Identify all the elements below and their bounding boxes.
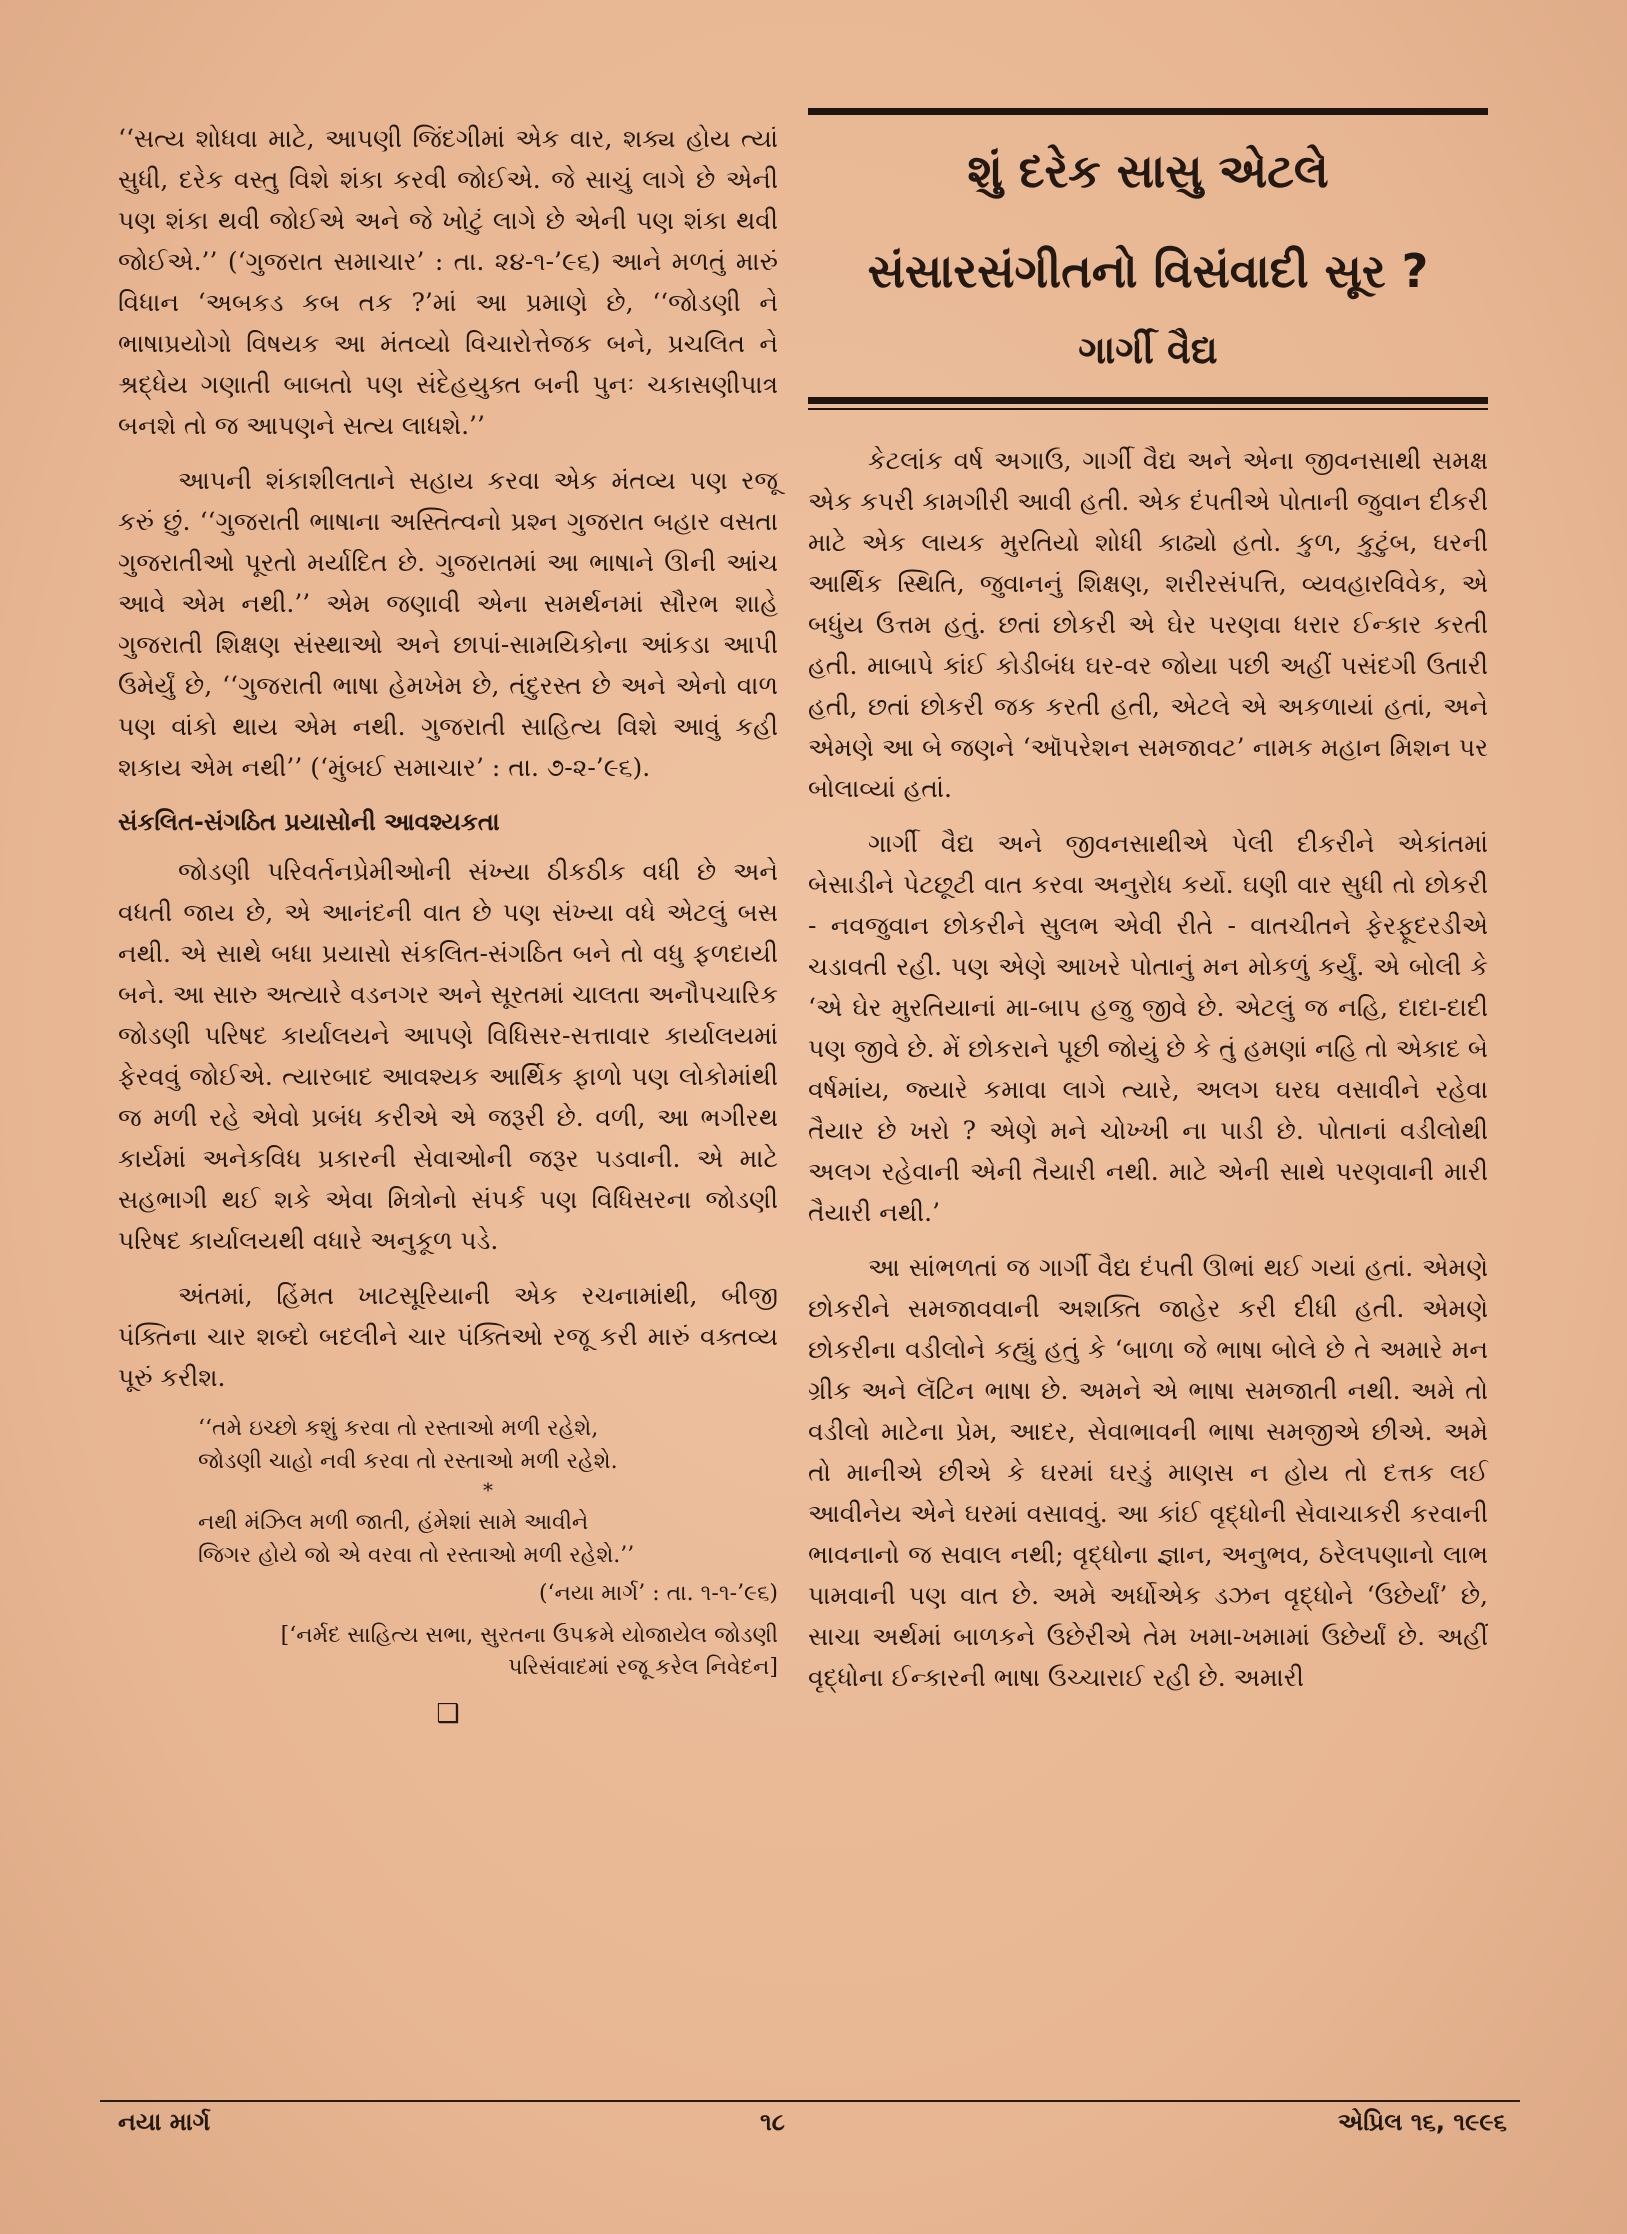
poem-line: ‘‘તમે ઇચ્છો કશું કરવા તો રસ્તાઓ મળી રહેશે, <box>198 1416 599 1441</box>
title-top-rule <box>808 108 1488 115</box>
title-bottom-rule <box>808 397 1488 410</box>
footer-page-number: ૧૮ <box>760 2108 785 2136</box>
left-column <box>118 118 778 1735</box>
article-title-line-1: શું દરેક સાસુ એટલે <box>967 144 1329 198</box>
poem-line: જોડણી ચાહો નવી કરવા તો રસ્તાઓ મળી રહેશે. <box>198 1449 618 1474</box>
right-column <box>808 108 1488 1712</box>
paragraph-conversation: ગાર્ગી વૈદ્ય અને જીવનસાથીએ પેલી દીકરીને એકાંતમાં બેસાડીને પેટછૂટી વાત કરવા અનુરોધ કર્યો. ઘણી વાર સુધી તો છોકરી - નવજુવાન છોકરીને સુલભ એવી રીતે - વાતચીતને ફેરફૂદરડીએ ચડાવતી રહી. પણ એણે આખરે પોતાનું મન મોકળું કર્યું. એ બોલી કે ‘એ ઘેર મુરતિયાનાં મા-બાપ હજુ જીવે છે. એટલું જ નહિ, દાદા-દાદી પણ જીવે છે. મેં છોકરાને પૂછી જોયું છે કે તું હમણાં નહિ તો એકાદ બે વર્ષમાંય, જ્યારે કમાવા લાગે ત્યારે, અલગ ઘરઘ વસાવીને રહેવા તૈયાર છે ખરો ? એણે મને ચોખ્ખી ના પાડી છે. પોતાનાં વડીલોથી અલગ રહેવાની એની તૈયારી નથી. માટે એની સાથે પરણવાની મારી તૈયારી નથી.’ <box>808 829 1488 1227</box>
citation: (‘નયા માર્ગ’ : તા. ૧-૧-’૯૬) <box>538 1581 778 1606</box>
paragraph-coordinated-efforts: જોડણી પરિવર્તનપ્રેમીઓની સંખ્યા ઠીકઠીક વધી છે અને વધતી જાય છે, એ આનંદની વાત છે પણ સંખ્યા વધે એટલું બસ નથી. એ સાથે બધા પ્રયાસો સંકલિત-સંગઠિત બને તો વધુ ફળદાયી બને. આ સારુ અત્યારે વડનગર અને સૂરતમાં ચાલતા અનૌપચારિક જોડણી પરિષદ કાર્યાલયને આપણે વિધિસર-સત્તાવાર કાર્યાલયમાં ફેરવવું જોઈએ. ત્યારબાદ આવશ્યક આર્થિક ફાળો પણ લોકોમાંથી જ મળી રહે એવો પ્રબંધ કરીએ એ જરૂરી છે. વળી, આ ભગીરથ કાર્યમાં અનેકવિધ પ્રકારની સેવાઓની જરૂર પડવાની. એ માટે સહભાગી થઈ શકે એવા મિત્રોનો સંપર્ક પણ વિધિસરના જોડણી પરિષદ કાર્યાલયથી વધારે અનુકૂળ પડે. <box>118 857 778 1255</box>
footer-magazine-name: નયા માર્ગ <box>118 2108 211 2136</box>
end-mark-icon: ❑ <box>436 1699 460 1729</box>
paragraph-closing: અંતમાં, હિંમત ખાટસૂરિયાની એક રચનામાંથી, બીજી પંક્તિના ચાર શબ્દો બદલીને ચાર પંક્તિઓ રજૂ કરી મારું વક્તવ્ય પૂરું કરીશ. <box>118 1281 778 1392</box>
article-author: ગાર્ગી વૈદ્ય <box>1078 328 1218 372</box>
paragraph-story-intro: કેટલાંક વર્ષ અગાઉ, ગાર્ગી વૈદ્ય અને એના જીવનસાથી સમક્ષ એક કપરી કામગીરી આવી હતી. એક દંપતીએ પોતાની જુવાન દીકરી માટે એક લાયક મુરતિયો શોધી કાઢ્યો હતો. કુળ, કુટુંબ, ઘરની આર્થિક સ્થિતિ, જુવાનનું શિક્ષણ, શરીરસંપત્તિ, વ્યવહારવિવેક, એ બધુંય ઉત્તમ હતું. છતાં છોકરી એ ઘેર પરણવા ધરાર ઈન્કાર કરતી હતી. માબાપે કાંઈ કોડીબંધ ઘર-વર જોયા પછી અહીં પસંદગી ઉતારી હતી, છતાં છોકરી જક કરતી હતી, એટલે એ અકળાયાં હતાં, અને એમણે આ બે જણને ‘ઑપરેશન સમજાવટ’ નામક મહાન મિશન પર બોલાવ્યાં હતાં. <box>808 446 1488 803</box>
poem-line: જિગર હોયે જો એ વરવા તો રસ્તાઓ મળી રહેશે.’’ <box>198 1543 635 1568</box>
source-note-line: પરિસંવાદમાં રજૂ કરેલ નિવેદન] <box>508 1655 778 1680</box>
paragraph-skepticism: આપની શંકાશીલતાને સહાય કરવા એક મંતવ્ય પણ રજૂ કરું છું. ‘‘ગુજરાતી ભાષાના અસ્તિત્વનો પ્રશ્ન ગુજરાત બહાર વસતા ગુજરાતીઓ પૂરતો મર્યાદિત છે. ગુજરાતમાં આ ભાષાને ઊની આંચ આવે એમ નથી.’’ એમ જણાવી એના સમર્થનમાં સૌરભ શાહે ગુજરાતી શિક્ષણ સંસ્થાઓ અને છાપાં-સામયિકોના આંકડા આપી ઉમેર્યું છે, ‘‘ગુજરાતી ભાષા હેમખેમ છે, તંદુરસ્ત છે અને એનો વાળ પણ વાંકો થાય એમ નથી. ગુજરાતી સાહિત્ય વિશે આવું કહી શકાય એમ નથી’’ (‘મુંબઈ સમાચાર’ : તા. ૭-૨-’૯૬). <box>118 466 778 782</box>
article-title-line-2: સંસારસંગીતનો વિસંવાદી સૂર ? <box>867 244 1429 298</box>
paragraph-response: આ સાંભળતાં જ ગાર્ગી વૈદ્ય દંપતી ઊભાં થઈ ગયાં હતાં. એમણે છોકરીને સમજાવવાની અશક્તિ જાહેર કરી દીધી હતી. એમણે છોકરીના વડીલોને કહ્યું હતું કે ‘બાળા જે ભાષા બોલે છે તે અમારે મન ગ્રીક અને લૅટિન ભાષા છે. અમને એ ભાષા સમજાતી નથી. અમે તો વડીલો માટેના પ્રેમ, આદર, સેવાભાવની ભાષા સમજીએ છીએ. અમે તો માનીએ છીએ કે ઘરમાં ઘરડું માણસ ન હોય તો દત્તક લઈ આવીનેય એને ઘરમાં વસાવવું. આ કાંઈ વૃદ્ધોની સેવાચાકરી કરવાની ભાવનાનો જ સવાલ નથી; વૃદ્ધોના જ્ઞાન, અનુભવ, ઠરેલપણાનો લાભ પામવાની પણ વાત છે. અમે અર્ધોએક ડઝન વૃદ્ધોને ‘ઉછેર્યાં’ છે, સાચા અર્થમાં બાળકને ઉછેરીએ તેમ ખમા-ખમામાં ઉછેર્યાં છે. અહીં વૃદ્ધોના ઈન્કારની ભાષા ઉચ્ચારાઈ રહી છે. અમારી <box>808 1253 1488 1692</box>
poem-line: નથી મંઝિલ મળી જાતી, હંમેશાં સામે આવીને <box>198 1510 589 1535</box>
source-note-line: [‘નર્મદ સાહિત્ય સભા, સુરતના ઉપક્રમે યોજાયેલ જોડણી <box>280 1623 778 1648</box>
section-heading: સંકલિત-સંગઠિત પ્રયાસોની આવશ્યકતા <box>118 808 500 836</box>
footer-date: એપ્રિલ ૧૬, ૧૯૯૬ <box>1337 2108 1507 2136</box>
source-note <box>118 1620 778 1684</box>
poem-block <box>198 1412 778 1572</box>
paragraph-quote-truth: ‘‘સત્ય શોધવા માટે, આપણી જિંદગીમાં એક વાર, શક્ય હોય ત્યાં સુધી, દરેક વસ્તુ વિશે શંકા કરવી જોઈએ. જે સાચું લાગે છે એની પણ શંકા થવી જોઈએ અને જે ખોટું લાગે છે એની પણ શંકા થવી જોઈએ.’’ (‘ગુજરાત સમાચાર’ : તા. ૨૪-૧-’૯૬) આને મળતું મારું વિધાન ‘અબકડ કબ તક ?’માં આ પ્રમાણે છે, ‘‘જોડણી ને ભાષાપ્રયોગો વિષયક આ મંતવ્યો વિચારોત્તેજક બને, પ્રચલિત ને શ્રદ્ધેય ગણાતી બાબતો પણ સંદેહયુક્ત બની પુનઃ ચકાસણીપાત્ર બનશે તો જ આપણને સત્ય લાધશે.’’ <box>118 124 778 440</box>
footer-divider <box>100 2100 1520 2102</box>
poem-separator: * <box>483 1478 493 1502</box>
